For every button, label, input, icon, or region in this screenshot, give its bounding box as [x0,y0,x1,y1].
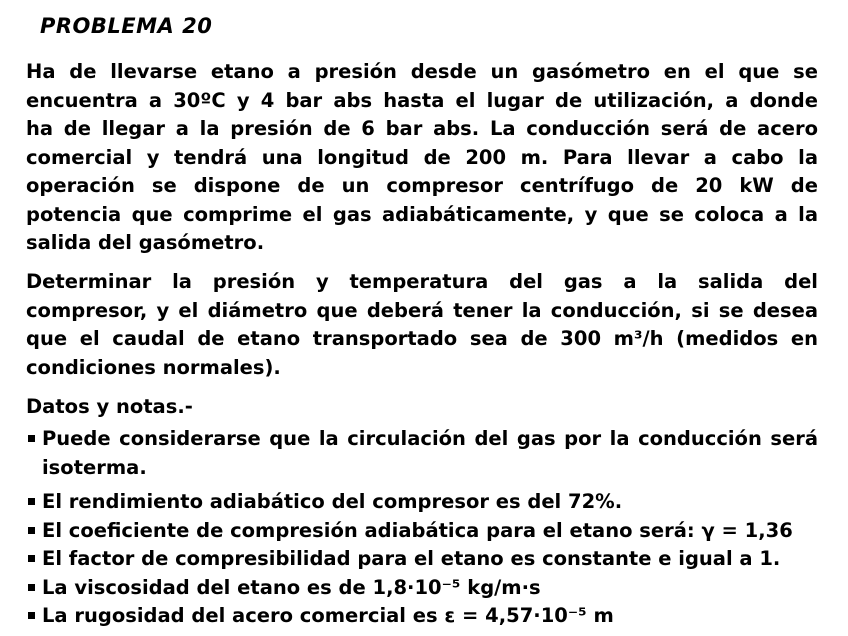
note-item [26,425,818,482]
note-text: Puede considerarse que la circulación del gas por la conducción será [42,427,818,450]
square-bullet-icon [28,527,35,534]
notes-list [26,425,818,631]
question-line: Determinar la presión y temperatura del gas a la salida del [26,270,818,293]
statement-line: potencia que comprime el gas adiabáticamente, y que se coloca a la [26,202,818,226]
note-item [26,488,818,517]
statement-line: Ha de llevarse etano a presión desde un gasómetro en el que se [26,60,818,83]
statement-line: comercial y tendrá una longitud de 200 m. Para llevar a cabo la [26,145,818,169]
square-bullet-icon [28,612,35,619]
question-line: compresor, y el diámetro que deberá tener la conducción, si se desea [26,298,818,322]
question-line: condiciones normales). [26,355,281,379]
note-text: La viscosidad del etano es de 1,8·10⁻⁵ kg/m·s [42,575,541,599]
statement-line: ha de llegar a la presión de 6 bar abs. La conducción será de acero [26,117,818,140]
note-item [26,602,818,631]
square-bullet-icon [28,584,35,591]
problem-statement [26,58,818,258]
question-line: que el caudal de etano transportado sea de 300 m³/h (medidos en [26,327,818,350]
note-text: El factor de compresibilidad para el etano es constante e igual a 1. [42,547,781,570]
problem-question [26,268,818,382]
note-item [26,545,818,574]
note-text: La rugosidad del acero comercial es ε = 4,57·10⁻⁵ m [42,604,614,627]
square-bullet-icon [28,435,35,442]
statement-line: encuentra a 30ºC y 4 bar abs hasta el lugar de utilización, a donde [26,88,818,112]
problem-title: PROBLEMA 20 [40,14,213,38]
statement-line: salida del gasómetro. [26,231,265,254]
statement-line: operación se dispone de un compresor centrífugo de 20 kW de [26,174,818,197]
note-item [26,574,818,603]
square-bullet-icon [28,555,35,562]
note-text: El coeficiente de compresión adiabática para el etano será: γ = 1,36 [42,518,793,542]
notes-heading: Datos y notas.- [26,395,193,418]
note-text: isoterma. [42,455,147,479]
square-bullet-icon [28,498,35,505]
note-text: El rendimiento adiabático del compresor es del 72%. [42,490,623,513]
note-item [26,517,818,546]
